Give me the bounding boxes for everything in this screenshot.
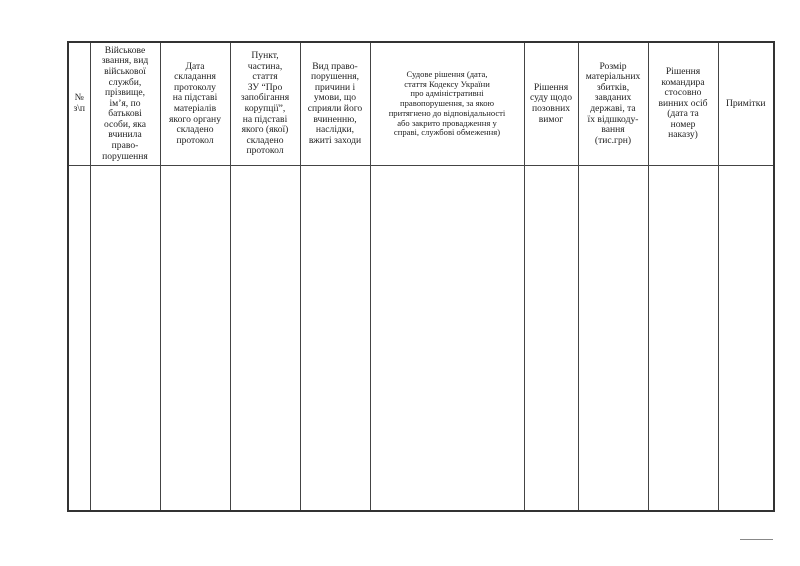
- table-cell: [648, 166, 718, 512]
- table-cell: [578, 166, 648, 512]
- table-cell: [718, 166, 774, 512]
- col-header-protocol-date: Дата складання протоколу на підставі матеріалів якого органу складено протокол: [160, 42, 230, 166]
- col-header-claims-decision: Рішення суду щодо позовних вимог: [524, 42, 578, 166]
- col-header-court-decision: Судове рішення (дата, стаття Кодексу України про адміністративні правопорушення, за якою притягнено до відповідальності або закрито провадження у справі, службові обмеження): [370, 42, 524, 166]
- table-row: [68, 166, 774, 512]
- table-cell: [230, 166, 300, 512]
- table-cell: [90, 166, 160, 512]
- col-header-violation-type: Вид право- порушення, причини і умови, що сприяли його вчиненню, наслідки, вжиті заходи: [300, 42, 370, 166]
- col-header-number: № з\п: [68, 42, 90, 166]
- table-cell: [68, 166, 90, 512]
- header-row: [68, 42, 774, 166]
- col-header-notes: Примітки: [718, 42, 774, 166]
- col-header-law-article: Пункт, частина, стаття ЗУ “Про запобігання корупції”, на підставі якого (якої) складено протокол: [230, 42, 300, 166]
- col-header-person: Військове звання, вид військової служби, прізвище, ім’я, по батькові особи, яка вчинила право- порушення: [90, 42, 160, 166]
- col-header-commander-decision: Рішення командира стосовно винних осіб (дата та номер наказу): [648, 42, 718, 166]
- table-cell: [524, 166, 578, 512]
- table-cell: [370, 166, 524, 512]
- register-table: [67, 41, 775, 512]
- col-header-damage-amount: Розмір матеріальних збитків, завданих державі, та їх відшкоду- вання (тис.грн): [578, 42, 648, 166]
- footer-divider: [740, 539, 773, 540]
- table-cell: [160, 166, 230, 512]
- table-cell: [300, 166, 370, 512]
